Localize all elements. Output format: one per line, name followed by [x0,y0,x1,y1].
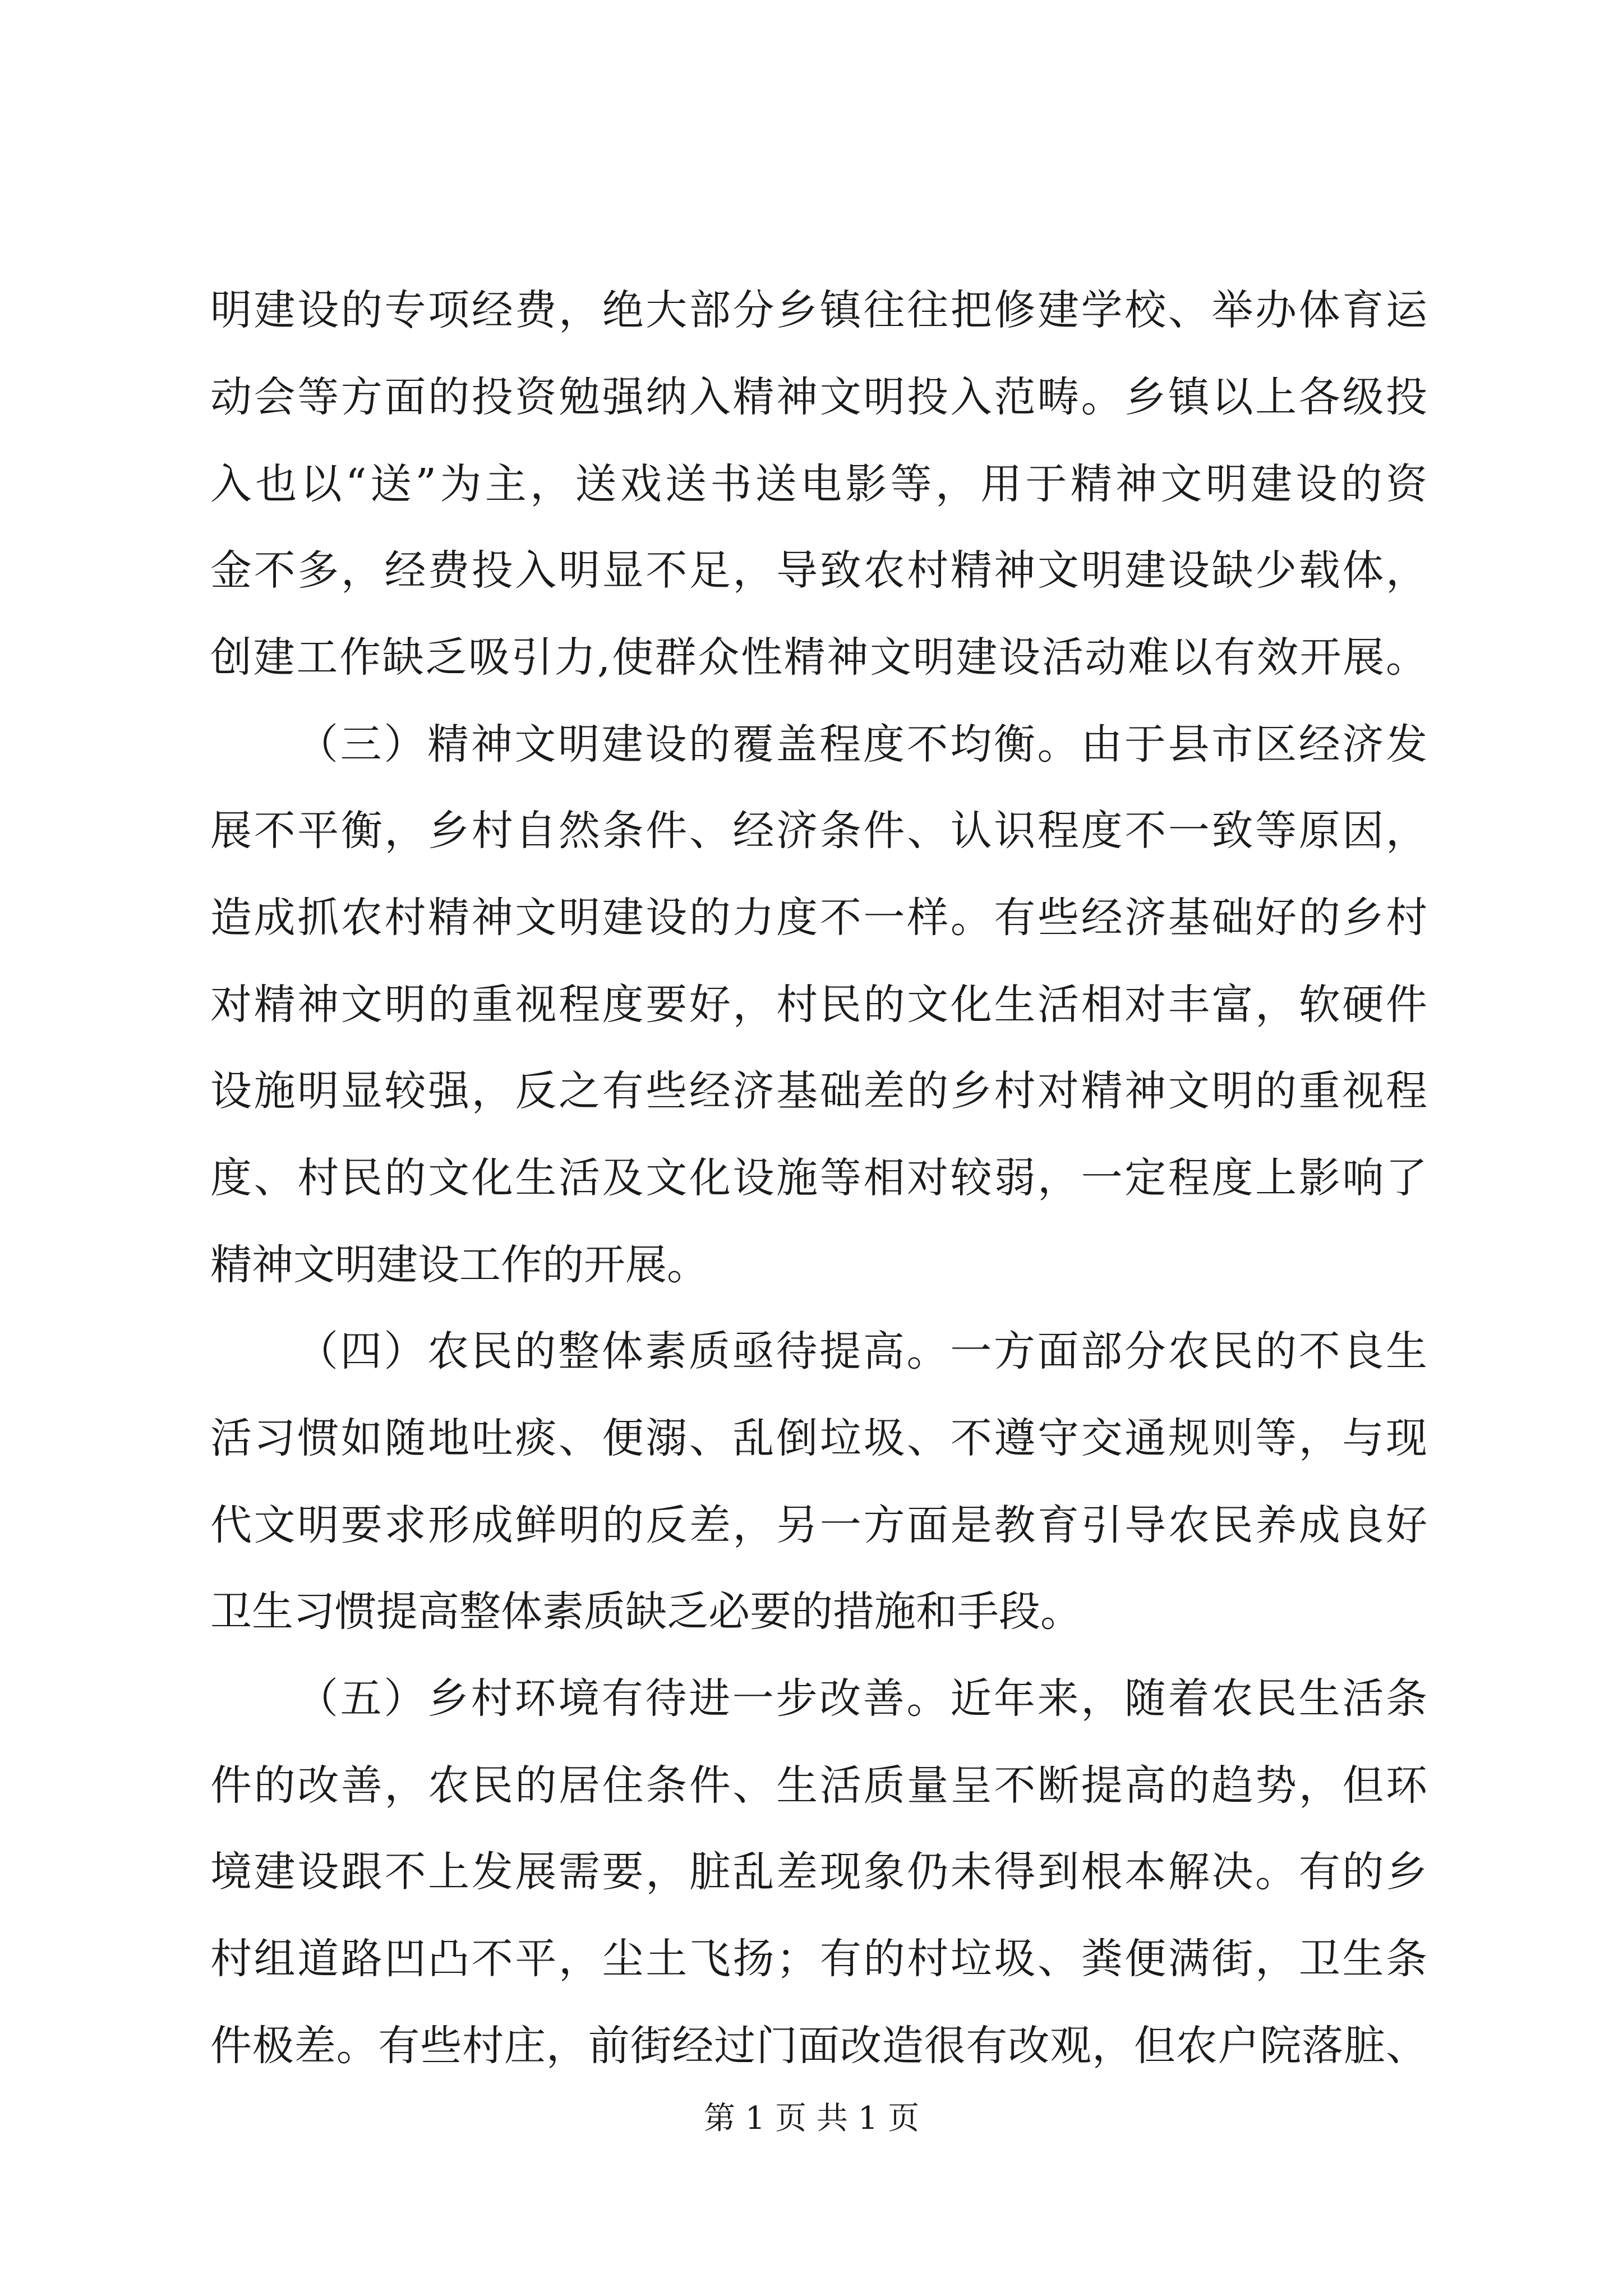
paragraph-heading-line: （五）乡村环境有待进一步改善。近年来，随着农民生活条 [297,1674,1427,1723]
text-line: 展不平衡，乡村自然条件、经济条件、认识程度不一致等原因， [210,807,1427,855]
text-line: 代文明要求形成鲜明的反差，另一方面是教育引导农民养成良好 [210,1501,1427,1549]
text-line: 活习惯如随地吐痰、便溺、乱倒垃圾、不遵守交通规则等，与现 [210,1414,1427,1462]
text-line: 入也以“送”为主，送戏送书送电影等，用于精神文明建设的资 [210,460,1427,508]
text-line: 卫生习惯提高整体素质缺乏必要的措施和手段。 [210,1588,1082,1636]
text-line: 动会等方面的投资勉强纳入精神文明投入范畴。乡镇以上各级投 [210,373,1427,421]
text-line: 明建设的专项经费，绝大部分乡镇往往把修建学校、举办体育运 [210,286,1427,334]
paragraph-heading-line: （三）精神文明建设的覆盖程度不均衡。由于县市区经济发 [297,720,1427,769]
text-line: 度、村民的文化生活及文化设施等相对较弱，一定程度上影响了 [210,1154,1427,1202]
paragraph-heading-line: （四）农民的整体素质亟待提高。一方面部分农民的不良生 [297,1327,1427,1375]
text-line: 创建工作缺乏吸引力,使群众性精神文明建设活动难以有效开展。 [210,633,1427,682]
text-line: 件的改善，农民的居住条件、生活质量呈不断提高的趋势，但环 [210,1761,1427,1810]
text-line: 金不多，经费投入明显不足，导致农村精神文明建设缺少载体， [210,546,1427,595]
text-line: 精神文明建设工作的开展。 [210,1241,708,1289]
text-line: 造成抓农村精神文明建设的力度不一样。有些经济基础好的乡村 [210,894,1427,942]
text-line: 件极差。有些村庄，前街经过门面改造很有改观，但农户院落脏、 [210,2022,1427,2070]
page-number-footer: 第 1 页 共 1 页 [703,2100,920,2137]
text-line: 境建设跟不上发展需要，脏乱差现象仍未得到根本解决。有的乡 [210,1848,1427,1896]
text-line: 村组道路凹凸不平，尘土飞扬；有的村垃圾、粪便满街，卫生条 [210,1935,1427,1983]
text-line: 对精神文明的重视程度要好，村民的文化生活相对丰富，软硬件 [210,981,1427,1029]
text-line: 设施明显较强，反之有些经济基础差的乡村对精神文明的重视程 [210,1067,1427,1115]
